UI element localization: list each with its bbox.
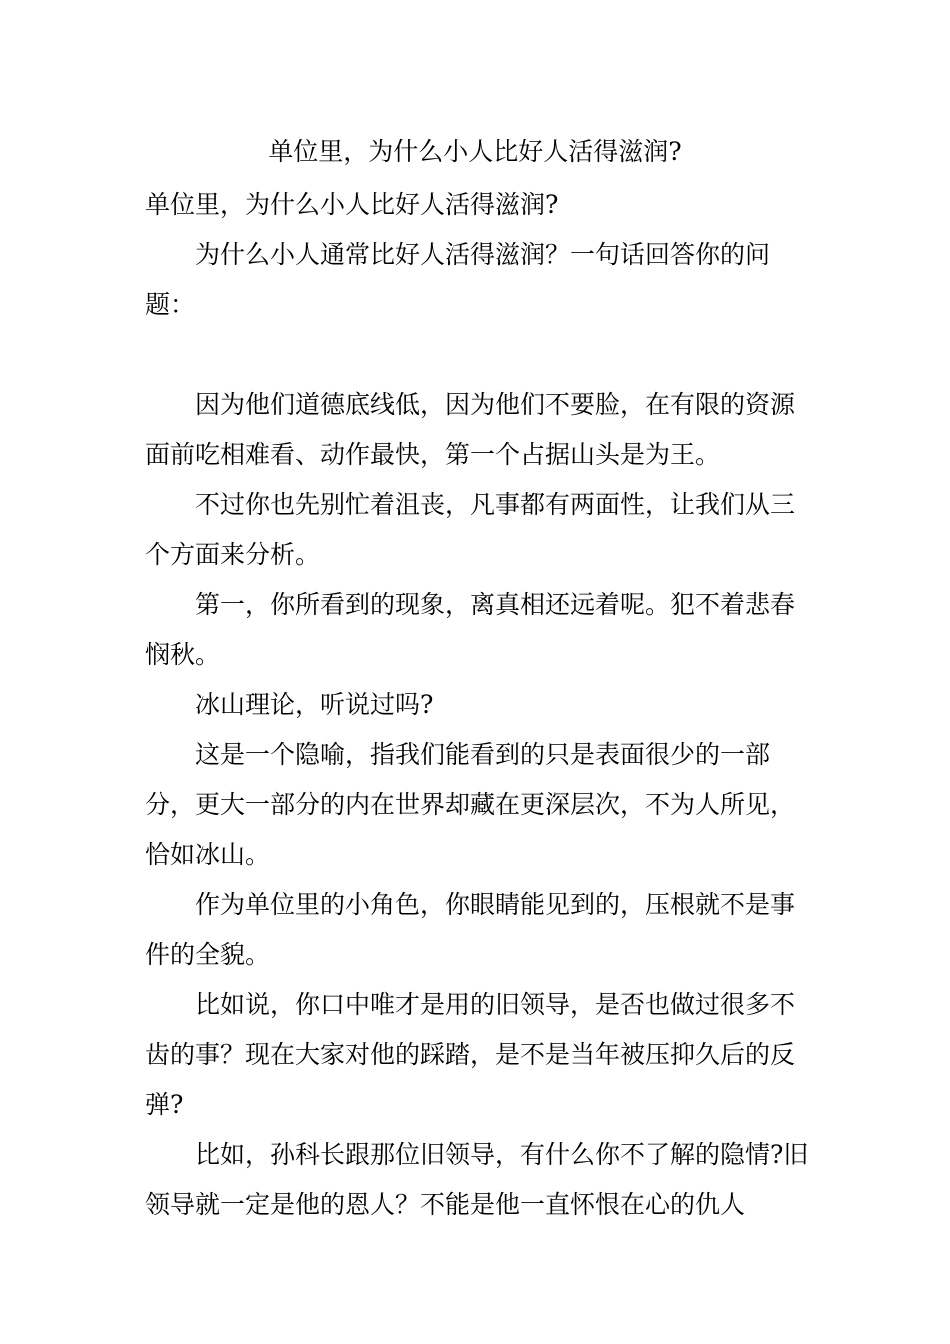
paragraph-answer: 因为他们道德底线低，因为他们不要脸，在有限的资源面前吃相难看、动作最快，第一个占据山头是为王。 [145,390,796,469]
paragraph-iceberg-question: 冰山理论，听说过吗? [195,690,434,719]
paragraph-question: 为什么小人通常比好人活得滋润？一句话回答你的问题： [145,240,771,319]
paragraph-example-sun: 比如，孙科长跟那位旧领导，有什么你不了解的隐情?旧领导就一定是他的恩人？不能是他一直怀恨在心的仇人 [145,1140,809,1219]
paragraph-first-point: 第一，你所看到的现象，离真相还远着呢。犯不着悲春悯秋。 [145,590,796,669]
paragraph-two-sides: 不过你也先别忙着沮丧，凡事都有两面性，让我们从三个方面来分析。 [145,490,796,569]
paragraph-example-old-leader: 比如说，你口中唯才是用的旧领导，是否也做过很多不齿的事？现在大家对他的踩踏，是不是当年被压抑久后的反弹? [145,990,796,1119]
blank-line [145,330,815,380]
document-body [145,180,815,1230]
paragraph-iceberg-metaphor: 这是一个隐喻，指我们能看到的只是表面很少的一部分，更大一部分的内在世界却藏在更深层次，不为人所见，恰如冰山。 [145,740,796,869]
paragraph-repeat-title: 单位里，为什么小人比好人活得滋润? [145,190,559,219]
paragraph-small-role: 作为单位里的小角色，你眼睛能见到的，压根就不是事件的全貌。 [145,890,796,969]
document-title: 单位里，为什么小人比好人活得滋润? [268,137,682,166]
